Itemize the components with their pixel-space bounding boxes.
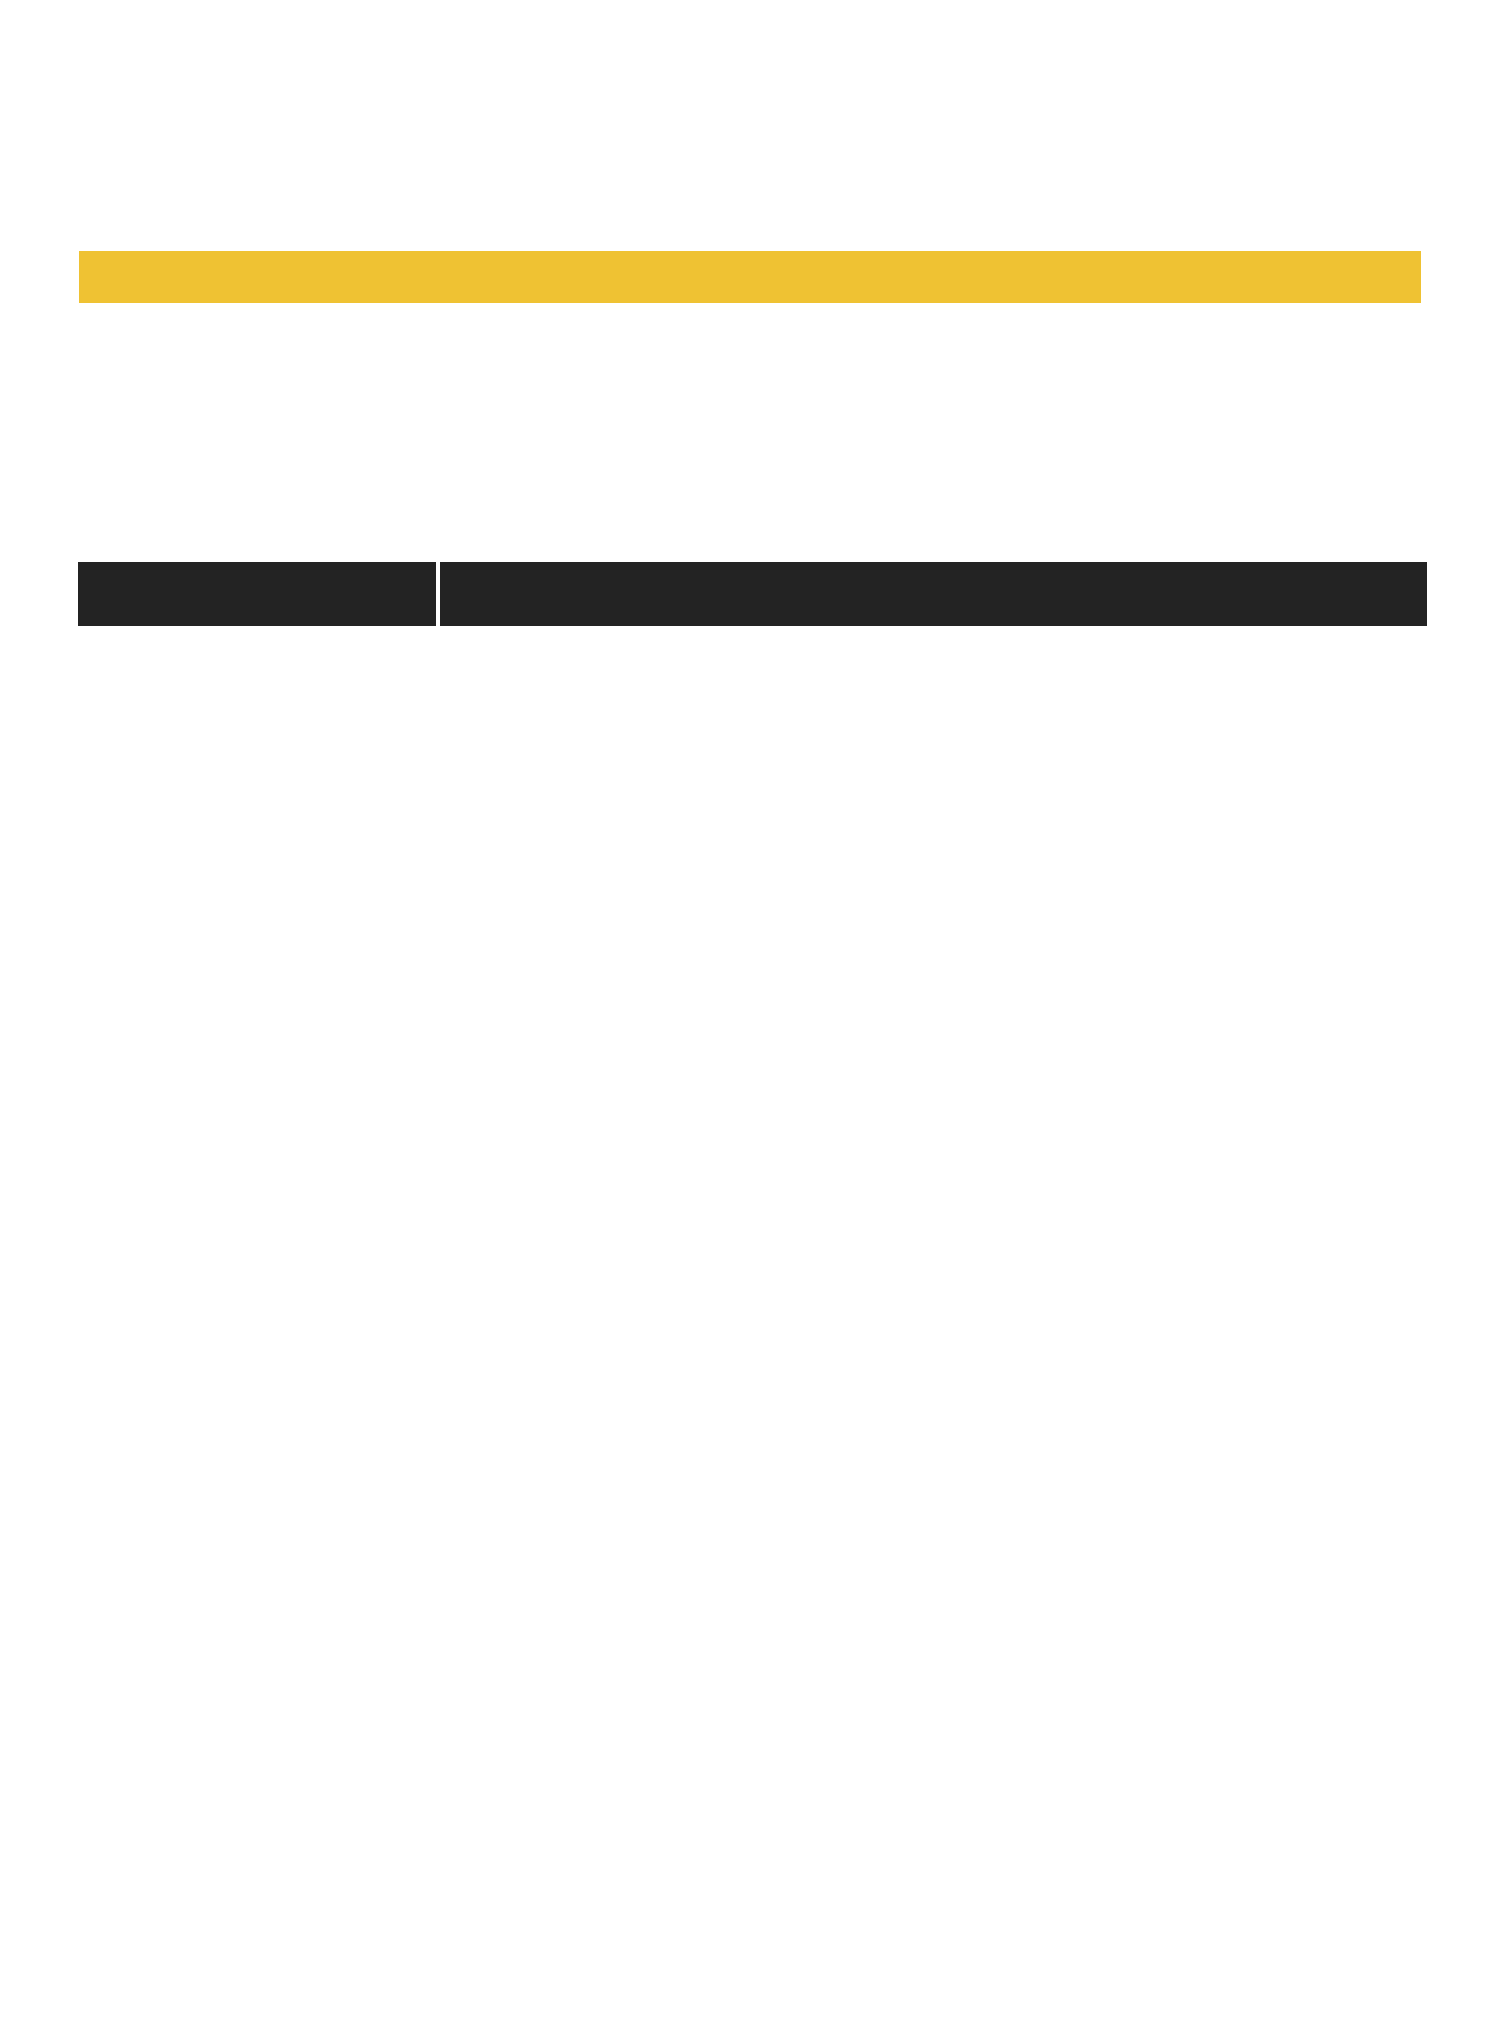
spec-table: [63, 562, 1430, 629]
spec-table-header: [63, 562, 1430, 626]
spec-table-header-columns: [440, 562, 1427, 626]
legend-bar: [79, 251, 1421, 303]
spec-table-header-label: [78, 562, 436, 626]
